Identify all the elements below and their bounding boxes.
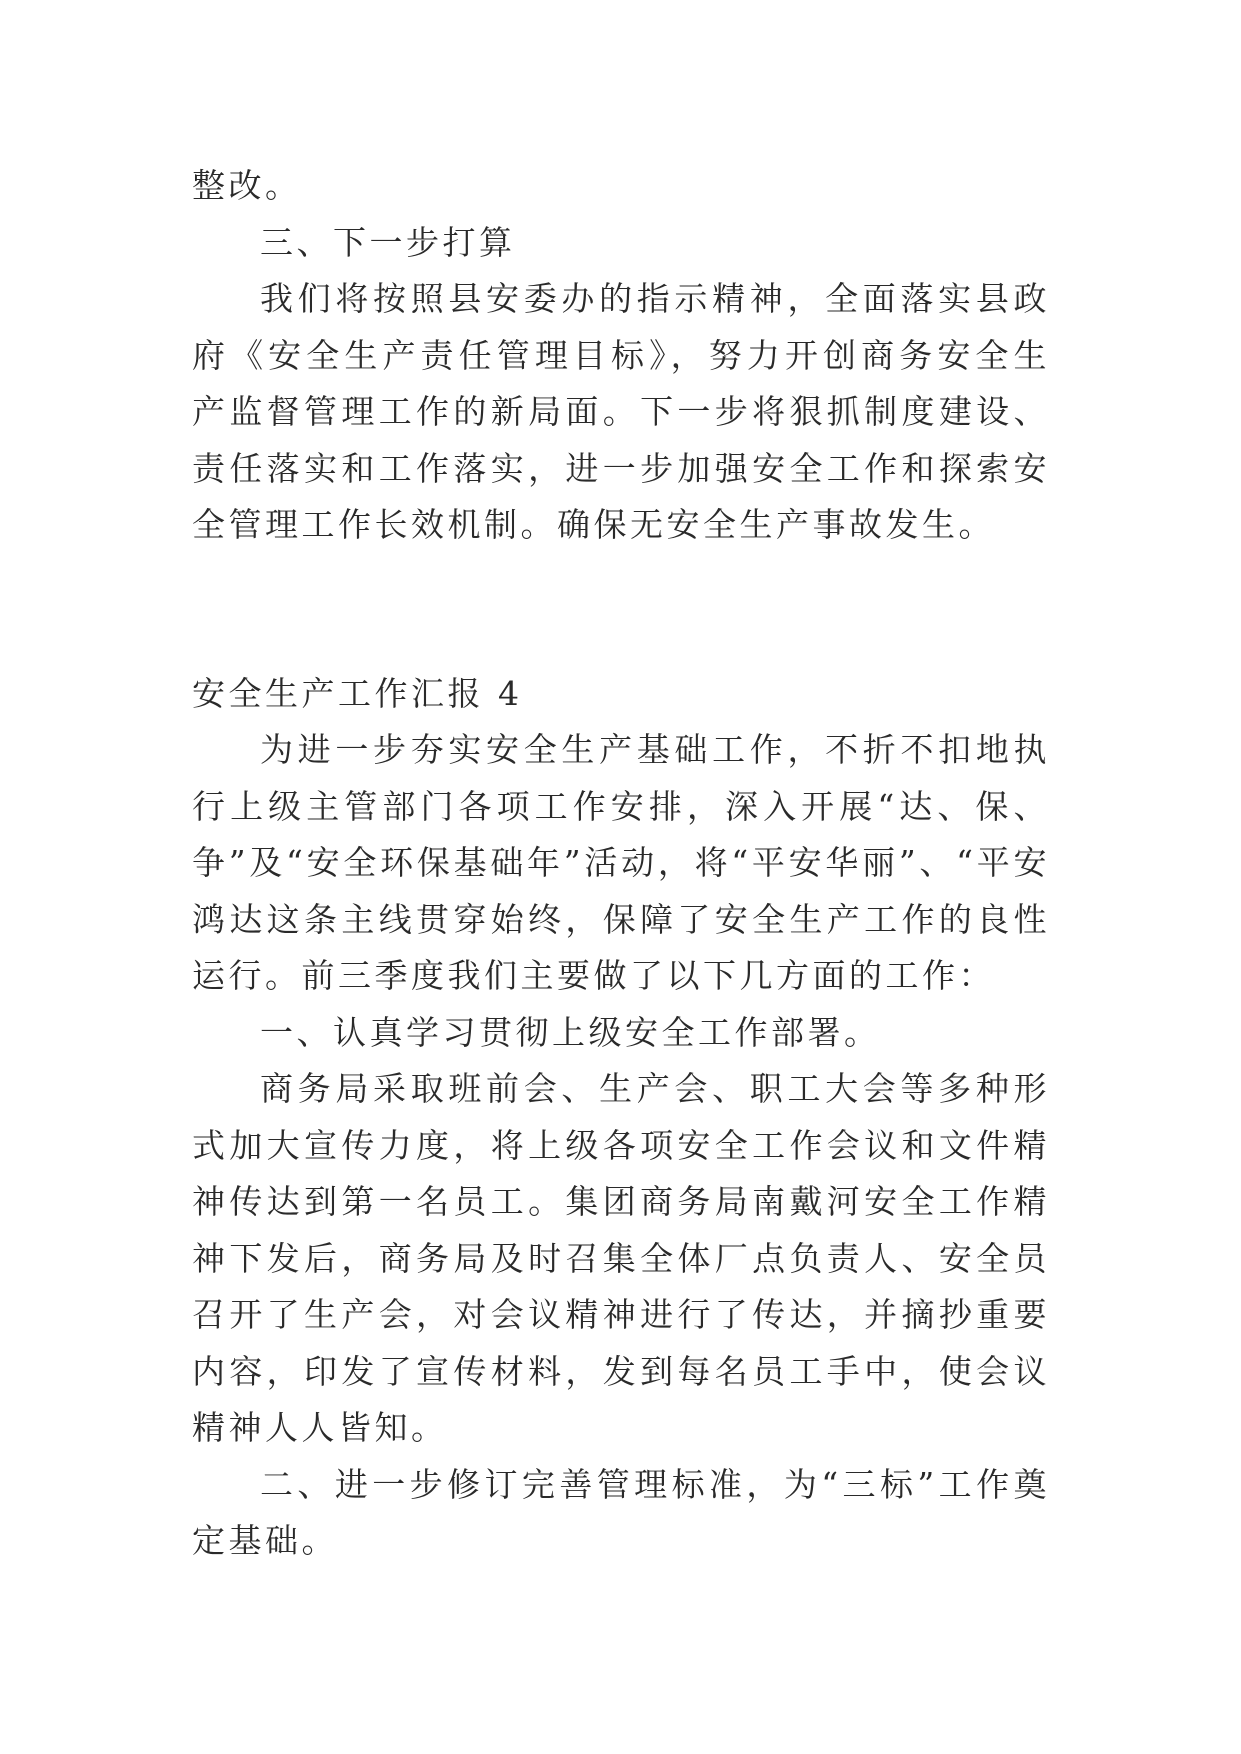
- section3-paragraph: 我们将按照县安委办的指示精神，全面落实县政府《安全生产责任管理目标》，努力开创商务安全生产监督管理工作的新局面。下一步将狠抓制度建设、责任落实和工作落实，进一步加强安全工作和探索安全管理工作长效机制。确保无安全生产事故发生。: [192, 279, 1050, 544]
- report-title: 安全生产工作汇报 4: [192, 673, 523, 713]
- section-spacer: [192, 554, 1050, 666]
- point1-heading: 一、认真学习贯彻上级安全工作部署。: [260, 1012, 881, 1052]
- section3-heading: 三、下一步打算: [260, 222, 516, 262]
- point1-paragraph: 商务局采取班前会、生产会、职工大会等多种形式加大宣传力度，将上级各项安全工作会议和文件精神传达到第一名员工。集团商务局南戴河安全工作精神下发后，商务局及时召集全体厂点负责人、安全员召开了生产会，对会议精神进行了传达，并摘抄重要内容，印发了宣传材料，发到每名员工手中，使会议精神人人皆知。: [192, 1069, 1050, 1447]
- document-body: [192, 158, 1050, 1570]
- intro-paragraph: 为进一步夯实安全生产基础工作，不折不扣地执行上级主管部门各项工作安排，深入开展“达、保、争”及“安全环保基础年”活动，将“平安华丽”、“平安鸿达这条主线贯穿始终，保障了安全生产工作的良性运行。前三季度我们主要做了以下几方面的工作：: [192, 730, 1050, 995]
- top-fragment: 整改。: [192, 166, 302, 205]
- point2-heading: 二、进一步修订完善管理标准，为“三标”工作奠定基础。: [192, 1464, 1050, 1560]
